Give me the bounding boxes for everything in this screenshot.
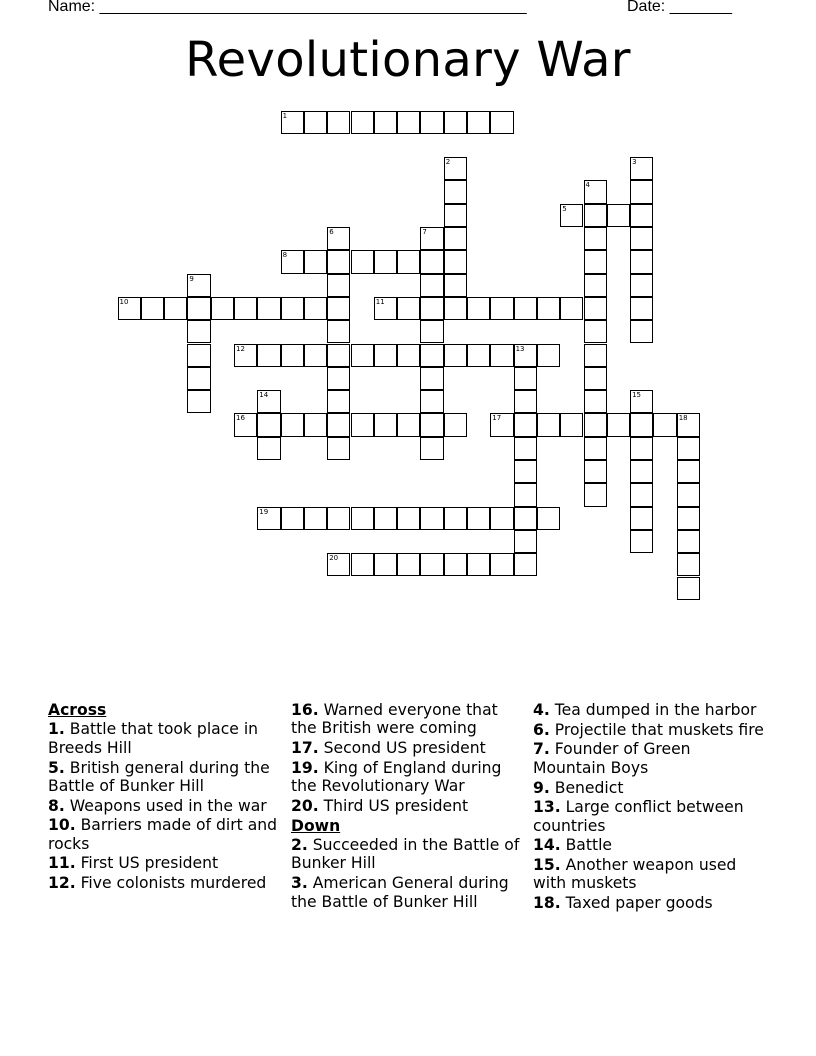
grid-cell[interactable]: [118, 297, 141, 320]
clue-text: Large conflict between countries: [533, 798, 744, 835]
grid-cell[interactable]: [420, 320, 443, 343]
grid-cell[interactable]: [677, 437, 700, 460]
clue-text: Another weapon used with muskets: [533, 856, 737, 893]
grid-cell[interactable]: [607, 413, 630, 436]
clue-down-7: [533, 740, 765, 777]
clue-text: Tea dumped in the harbor: [554, 701, 757, 719]
grid-cell[interactable]: [397, 553, 420, 576]
grid-cell[interactable]: [630, 157, 653, 180]
grid-cell[interactable]: [420, 413, 443, 436]
grid-cell[interactable]: [584, 367, 607, 390]
grid-cell-number: 5: [562, 204, 567, 213]
grid-cell[interactable]: [327, 250, 350, 273]
clue-across-16: [291, 701, 523, 738]
grid-cell[interactable]: [187, 344, 210, 367]
grid-cell[interactable]: [374, 507, 397, 530]
across-heading: Across: [48, 701, 107, 719]
clue-number: 15.: [533, 856, 561, 875]
grid-cell[interactable]: [537, 297, 560, 320]
grid-cell[interactable]: [351, 507, 374, 530]
grid-cell[interactable]: [677, 530, 700, 553]
grid-cell[interactable]: [281, 297, 304, 320]
grid-cell[interactable]: [444, 553, 467, 576]
grid-cell[interactable]: [584, 483, 607, 506]
grid-cell[interactable]: [327, 227, 350, 250]
grid-cell[interactable]: [374, 111, 397, 134]
grid-cell[interactable]: [677, 507, 700, 530]
grid-cell[interactable]: [327, 344, 350, 367]
grid-cell[interactable]: [304, 344, 327, 367]
grid-cell[interactable]: [397, 111, 420, 134]
grid-cell[interactable]: [351, 250, 374, 273]
grid-cell-number: 16: [236, 414, 245, 423]
grid-cell[interactable]: [327, 437, 350, 460]
grid-cell-number: 2: [445, 158, 451, 167]
grid-cell[interactable]: [444, 344, 467, 367]
grid-cell[interactable]: [351, 111, 374, 134]
grid-cell[interactable]: [630, 390, 653, 413]
grid-cell-number: 6: [329, 228, 334, 236]
grid-cell[interactable]: [630, 413, 653, 436]
grid-cell[interactable]: [257, 344, 280, 367]
grid-cell[interactable]: [420, 553, 443, 576]
grid-cell[interactable]: [514, 530, 537, 553]
grid-cell[interactable]: [444, 157, 467, 180]
clue-text: British general during the Battle of Bunker Hill: [48, 758, 270, 795]
clue-number: 20.: [291, 796, 319, 815]
clue-number: 7.: [533, 740, 550, 759]
grid-cell[interactable]: [584, 274, 607, 297]
grid-cell[interactable]: [327, 111, 350, 134]
clue-number: 17.: [291, 739, 319, 758]
clue-text: Battle: [565, 836, 613, 855]
grid-cell[interactable]: [327, 367, 350, 390]
grid-cell[interactable]: [677, 483, 700, 506]
clue-text: Second US president: [323, 739, 486, 758]
grid-cell[interactable]: [234, 413, 257, 436]
grid-cell[interactable]: [514, 437, 537, 460]
grid-cell-number: 13: [515, 344, 525, 353]
grid-cell-number: 14: [259, 391, 269, 400]
grid-cell[interactable]: [677, 460, 700, 483]
grid-cell[interactable]: [420, 367, 443, 390]
clue-text: Taxed paper goods: [565, 894, 713, 913]
grid-cell[interactable]: [420, 507, 443, 530]
grid-cell[interactable]: [467, 344, 490, 367]
clue-number: 13.: [533, 798, 561, 817]
grid-cell[interactable]: [630, 483, 653, 506]
grid-cell[interactable]: [257, 437, 280, 460]
grid-cell[interactable]: [584, 297, 607, 320]
grid-cell[interactable]: [420, 274, 443, 297]
grid-cell[interactable]: [257, 413, 280, 436]
clue-number: 19.: [291, 758, 319, 777]
grid-cell[interactable]: [327, 274, 350, 297]
grid-cell[interactable]: [444, 413, 467, 436]
grid-cell[interactable]: [327, 507, 350, 530]
grid-cell[interactable]: [537, 344, 560, 367]
grid-cell-number: 17: [492, 414, 502, 423]
grid-cell[interactable]: [444, 507, 467, 530]
clue-number: 14.: [533, 836, 561, 855]
clue-number: 18.: [533, 894, 561, 913]
grid-cell[interactable]: [490, 553, 513, 576]
grid-cell[interactable]: [281, 111, 304, 134]
grid-cell[interactable]: [514, 297, 537, 320]
clue-text: Barriers made of dirt and rocks: [48, 816, 278, 853]
clue-number: 12.: [48, 874, 76, 893]
grid-cell[interactable]: [444, 180, 467, 203]
clue-across-17: [291, 739, 523, 757]
grid-cell[interactable]: [141, 297, 164, 320]
grid-cell-number: 4: [585, 181, 590, 190]
grid-cell[interactable]: [444, 274, 467, 297]
grid-cell[interactable]: [420, 344, 443, 367]
grid-cell[interactable]: [374, 413, 397, 436]
clue-down-13: [533, 798, 765, 835]
clue-across-11: [48, 854, 280, 872]
grid-cell[interactable]: [444, 227, 467, 250]
grid-cell[interactable]: [397, 344, 420, 367]
clue-text: Founder of Green Mountain Boys: [533, 740, 691, 777]
grid-cell[interactable]: [420, 111, 443, 134]
date-field-label: Date: _______: [627, 0, 732, 15]
grid-cell[interactable]: [584, 250, 607, 273]
grid-cell[interactable]: [560, 204, 583, 227]
grid-cell[interactable]: [211, 297, 234, 320]
grid-cell[interactable]: [514, 344, 537, 367]
grid-cell[interactable]: [560, 413, 583, 436]
grid-cell[interactable]: [630, 274, 653, 297]
grid-cell[interactable]: [514, 553, 537, 576]
grid-cell[interactable]: [630, 320, 653, 343]
grid-cell[interactable]: [514, 460, 537, 483]
grid-cell[interactable]: [584, 180, 607, 203]
grid-cell[interactable]: [677, 553, 700, 576]
clue-across-10: [48, 816, 280, 853]
grid-cell[interactable]: [397, 507, 420, 530]
clue-across-19: [291, 759, 523, 796]
clue-down-3: [291, 874, 523, 911]
clue-across-1: [48, 720, 280, 757]
clue-number: 6.: [533, 720, 550, 739]
grid-cell[interactable]: [257, 390, 280, 413]
grid-cell[interactable]: [444, 204, 467, 227]
grid-cell[interactable]: [327, 553, 350, 576]
grid-cell[interactable]: [397, 297, 420, 320]
grid-cell[interactable]: [327, 413, 350, 436]
clue-number: 3.: [291, 874, 308, 893]
grid-cell[interactable]: [514, 390, 537, 413]
grid-cell[interactable]: [187, 367, 210, 390]
grid-cell-number: 10: [119, 297, 129, 306]
grid-cell-number: 12: [236, 344, 245, 353]
grid-cell-number: 20: [329, 554, 339, 563]
grid-cell[interactable]: [444, 297, 467, 320]
clue-down-6: [533, 721, 765, 739]
grid-cell[interactable]: [514, 507, 537, 530]
down-heading: Down: [291, 816, 341, 835]
clue-text: Third US president: [323, 796, 469, 815]
grid-cell-number: 3: [632, 158, 637, 167]
grid-cell[interactable]: [327, 297, 350, 320]
grid-cell[interactable]: [584, 204, 607, 227]
grid-cell[interactable]: [467, 507, 490, 530]
grid-cell[interactable]: [304, 111, 327, 134]
grid-cell[interactable]: [630, 227, 653, 250]
grid-cell[interactable]: [164, 297, 187, 320]
grid-cell[interactable]: [420, 390, 443, 413]
grid-cell[interactable]: [187, 274, 210, 297]
grid-cell[interactable]: [584, 227, 607, 250]
grid-cell[interactable]: [677, 577, 700, 600]
name-field-label: Name: ________________________________________________: [48, 0, 527, 15]
grid-cell[interactable]: [630, 460, 653, 483]
grid-cell[interactable]: [584, 460, 607, 483]
clue-down-9: [533, 779, 765, 797]
grid-cell[interactable]: [584, 413, 607, 436]
grid-cell-number: 19: [259, 507, 269, 516]
clue-text: Warned everyone that the British were coming: [291, 701, 498, 738]
grid-cell[interactable]: [420, 250, 443, 273]
clue-number: 16.: [291, 701, 319, 719]
clue-text: American General during the Battle of Bunker Hill: [291, 874, 509, 911]
grid-cell[interactable]: [537, 413, 560, 436]
grid-cell[interactable]: [374, 297, 397, 320]
grid-cell[interactable]: [584, 344, 607, 367]
clue-text: First US president: [80, 854, 219, 873]
grid-cell[interactable]: [351, 344, 374, 367]
grid-cell[interactable]: [560, 297, 583, 320]
grid-cell[interactable]: [514, 413, 537, 436]
grid-cell[interactable]: [514, 483, 537, 506]
grid-cell-number: 1: [282, 111, 288, 120]
grid-cell[interactable]: [630, 180, 653, 203]
grid-cell[interactable]: [467, 297, 490, 320]
grid-cell[interactable]: [630, 530, 653, 553]
page-title: Revolutionary War: [185, 32, 631, 88]
clue-number: 11.: [48, 854, 76, 873]
grid-cell[interactable]: [537, 507, 560, 530]
clue-across-20: [291, 797, 523, 815]
clue-text: Projectile that muskets fire: [554, 720, 764, 739]
clue-number: 4.: [533, 701, 550, 719]
clue-text: Five colonists murdered: [80, 874, 267, 893]
grid-cell[interactable]: [281, 507, 304, 530]
clue-text: Weapons used in the war: [69, 796, 267, 815]
grid-cell[interactable]: [327, 390, 350, 413]
clue-text: Battle that took place in Breeds Hill: [48, 720, 259, 757]
grid-cell[interactable]: [630, 204, 653, 227]
clues-column-1: [48, 701, 280, 894]
grid-cell[interactable]: [351, 553, 374, 576]
grid-cell[interactable]: [467, 111, 490, 134]
grid-cell[interactable]: [630, 437, 653, 460]
clue-number: 2.: [291, 836, 308, 855]
clue-number: 10.: [48, 816, 76, 835]
grid-cell-number: 15: [632, 391, 642, 400]
grid-cell[interactable]: [514, 367, 537, 390]
grid-cell[interactable]: [490, 413, 513, 436]
grid-cell-number: 7: [422, 228, 427, 236]
grid-cell[interactable]: [653, 413, 676, 436]
grid-cell[interactable]: [397, 413, 420, 436]
grid-cell[interactable]: [187, 320, 210, 343]
grid-cell-number: 8: [282, 251, 288, 260]
grid-cell[interactable]: [234, 297, 257, 320]
grid-cell[interactable]: [374, 553, 397, 576]
grid-cell[interactable]: [490, 507, 513, 530]
grid-cell[interactable]: [281, 344, 304, 367]
grid-cell[interactable]: [584, 437, 607, 460]
clue-across-12: [48, 874, 280, 892]
grid-cell[interactable]: [630, 297, 653, 320]
grid-cell[interactable]: [630, 250, 653, 273]
grid-cell[interactable]: [281, 250, 304, 273]
grid-cell[interactable]: [304, 507, 327, 530]
grid-cell[interactable]: [490, 344, 513, 367]
grid-cell-number: 11: [375, 297, 385, 306]
grid-cell[interactable]: [187, 390, 210, 413]
clue-down-4: [533, 701, 765, 719]
clue-down-18: [533, 894, 765, 912]
clue-down-15: [533, 856, 765, 893]
clue-number: 8.: [48, 796, 65, 815]
grid-cell[interactable]: [420, 227, 443, 250]
clue-down-2: [291, 836, 523, 873]
grid-cell[interactable]: [374, 250, 397, 273]
clue-down-14: [533, 836, 765, 854]
clues-column-2: [291, 701, 523, 912]
grid-cell[interactable]: [420, 297, 443, 320]
grid-cell[interactable]: [467, 553, 490, 576]
clue-text: Benedict: [554, 778, 624, 797]
clue-number: 5.: [48, 758, 65, 777]
grid-cell[interactable]: [304, 297, 327, 320]
clues-column-3: [533, 701, 765, 914]
clue-across-5: [48, 759, 280, 796]
grid-cell[interactable]: [351, 413, 374, 436]
grid-cell[interactable]: [257, 507, 280, 530]
clue-text: King of England during the Revolutionary War: [291, 758, 502, 796]
grid-cell[interactable]: [257, 297, 280, 320]
grid-cell[interactable]: [490, 111, 513, 134]
grid-cell[interactable]: [304, 250, 327, 273]
grid-cell[interactable]: [187, 297, 210, 320]
grid-cell-number: 18: [678, 414, 688, 423]
clue-number: 1.: [48, 720, 65, 739]
grid-cell[interactable]: [327, 320, 350, 343]
clue-text: Succeeded in the Battle of Bunker Hill: [291, 836, 520, 873]
grid-cell[interactable]: [677, 413, 700, 436]
grid-cell[interactable]: [234, 344, 257, 367]
grid-cell[interactable]: [444, 111, 467, 134]
grid-cell[interactable]: [630, 507, 653, 530]
grid-cell[interactable]: [374, 344, 397, 367]
grid-cell[interactable]: [607, 204, 630, 227]
grid-cell-number: 9: [189, 274, 194, 283]
clue-number: 9.: [533, 778, 550, 797]
grid-cell[interactable]: [304, 413, 327, 436]
grid-cell[interactable]: [444, 250, 467, 273]
grid-cell[interactable]: [584, 390, 607, 413]
grid-cell[interactable]: [584, 320, 607, 343]
grid-cell[interactable]: [490, 297, 513, 320]
clue-across-8: [48, 797, 280, 815]
grid-cell[interactable]: [397, 250, 420, 273]
grid-cell[interactable]: [420, 437, 443, 460]
grid-cell[interactable]: [281, 413, 304, 436]
